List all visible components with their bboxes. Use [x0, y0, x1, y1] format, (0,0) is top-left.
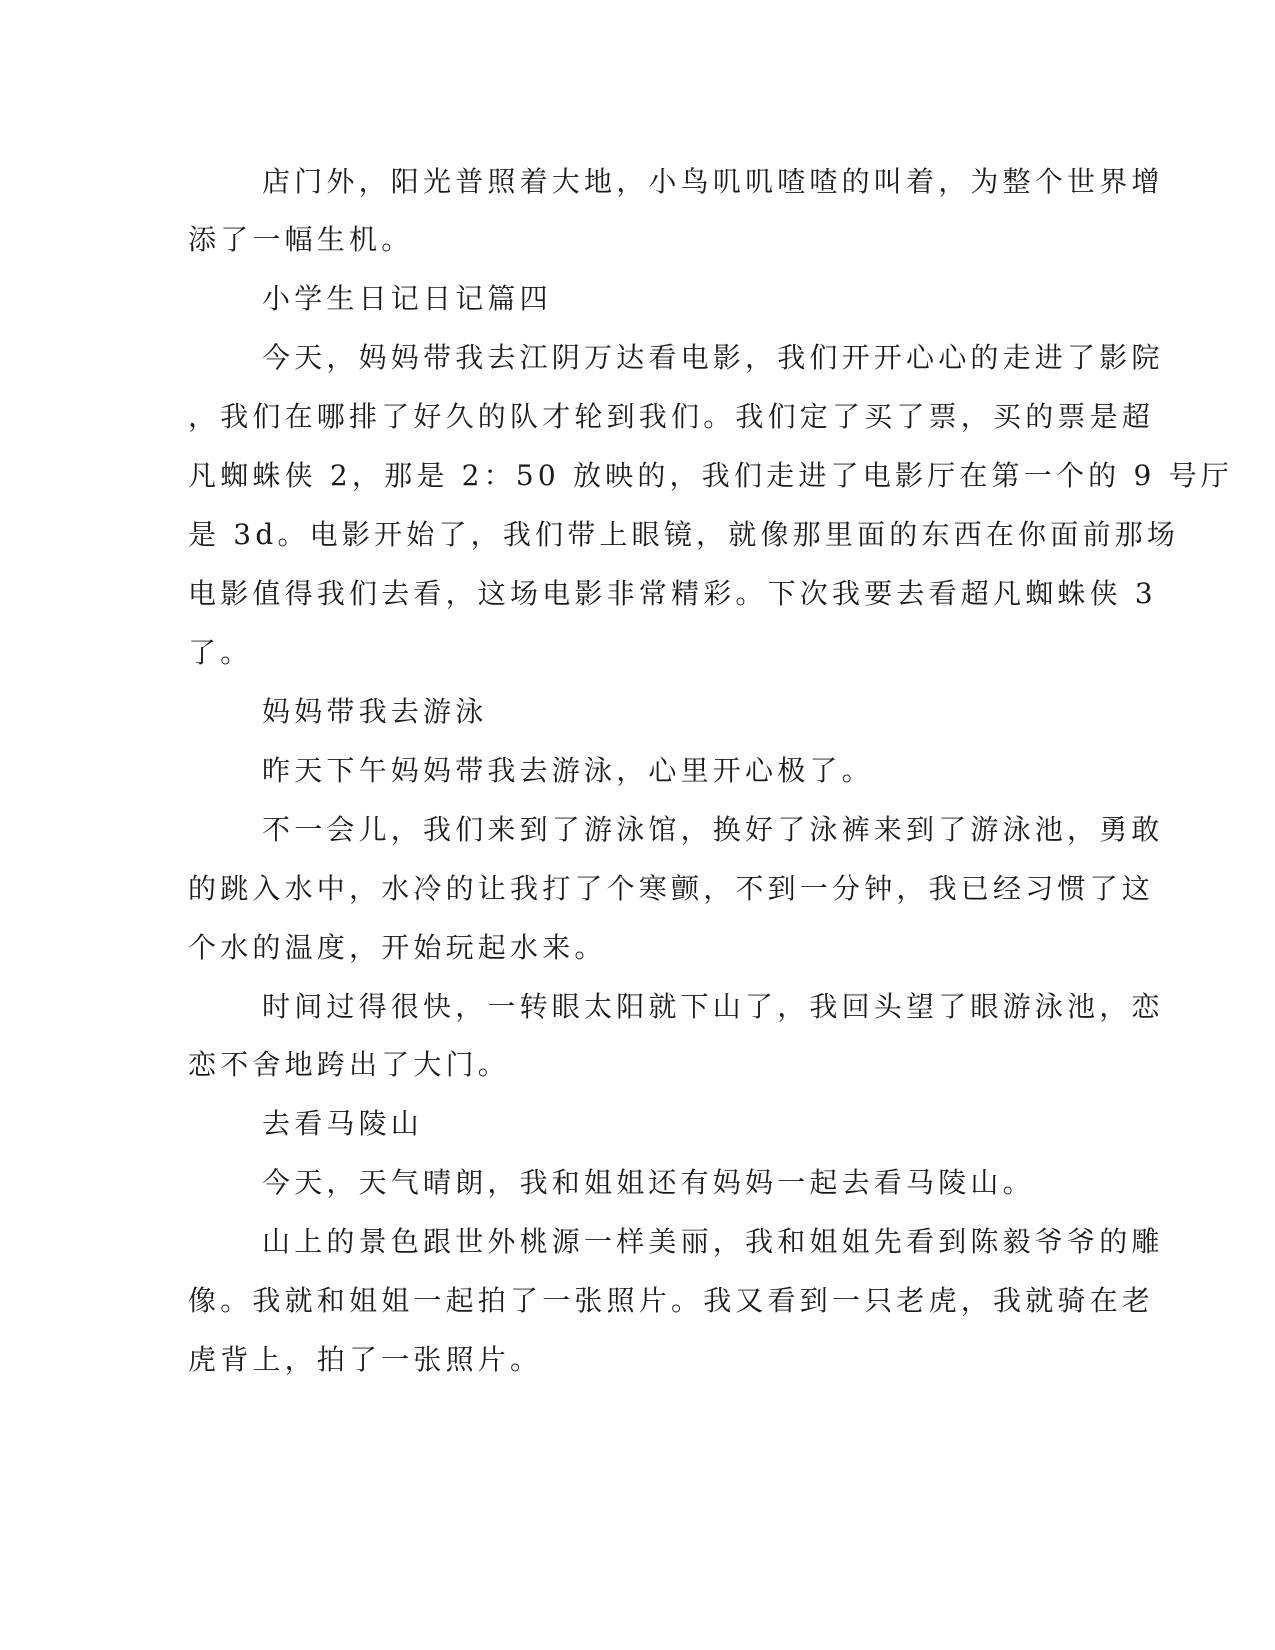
- paragraph-line: 是 3d。电影开始了，我们带上眼镜，就像那里面的东西在你面前那场: [188, 518, 1180, 551]
- section-heading: 妈妈带我去游泳: [262, 695, 488, 728]
- paragraph-line: 电影值得我们去看，这场电影非常精彩。下次我要去看超凡蜘蛛侠 3: [188, 577, 1157, 610]
- paragraph-line: 了。: [188, 636, 253, 669]
- paragraph-line: 的跳入水中，水冷的让我打了个寒颤，不到一分钟，我已经习惯了这: [188, 872, 1155, 905]
- paragraph-line: 不一会儿，我们来到了游泳馆，换好了泳裤来到了游泳池，勇敢: [262, 813, 1164, 846]
- paragraph-line: 添了一幅生机。: [188, 223, 414, 256]
- paragraph-line: 山上的景色跟世外桃源一样美丽，我和姐姐先看到陈毅爷爷的雕: [262, 1225, 1164, 1258]
- section-heading: 小学生日记日记篇四: [262, 282, 552, 315]
- paragraph-line: 今天，妈妈带我去江阴万达看电影，我们开开心心的走进了影院: [262, 341, 1164, 374]
- paragraph-line: ，我们在哪排了好久的队才轮到我们。我们定了买了票，买的票是超: [188, 400, 1155, 433]
- paragraph-line: 昨天下午妈妈带我去游泳，心里开心极了。: [262, 754, 874, 787]
- paragraph-line: 个水的温度，开始玩起水来。: [188, 931, 607, 964]
- paragraph-line: 虎背上，拍了一张照片。: [188, 1343, 543, 1376]
- paragraph-line: 恋不舍地跨出了大门。: [188, 1048, 511, 1081]
- section-heading: 去看马陵山: [262, 1107, 424, 1140]
- paragraph-line: 像。我就和姐姐一起拍了一张照片。我又看到一只老虎，我就骑在老: [188, 1284, 1155, 1317]
- paragraph-line: 今天，天气晴朗，我和姐姐还有妈妈一起去看马陵山。: [262, 1166, 1035, 1199]
- paragraph-line: 凡蜘蛛侠 2，那是 2：50 放映的，我们走进了电影厅在第一个的 9 号厅: [188, 459, 1233, 492]
- paragraph-line: 店门外，阳光普照着大地，小鸟叽叽喳喳的叫着，为整个世界增: [262, 165, 1164, 198]
- paragraph-line: 时间过得很快，一转眼太阳就下山了，我回头望了眼游泳池，恋: [262, 990, 1164, 1023]
